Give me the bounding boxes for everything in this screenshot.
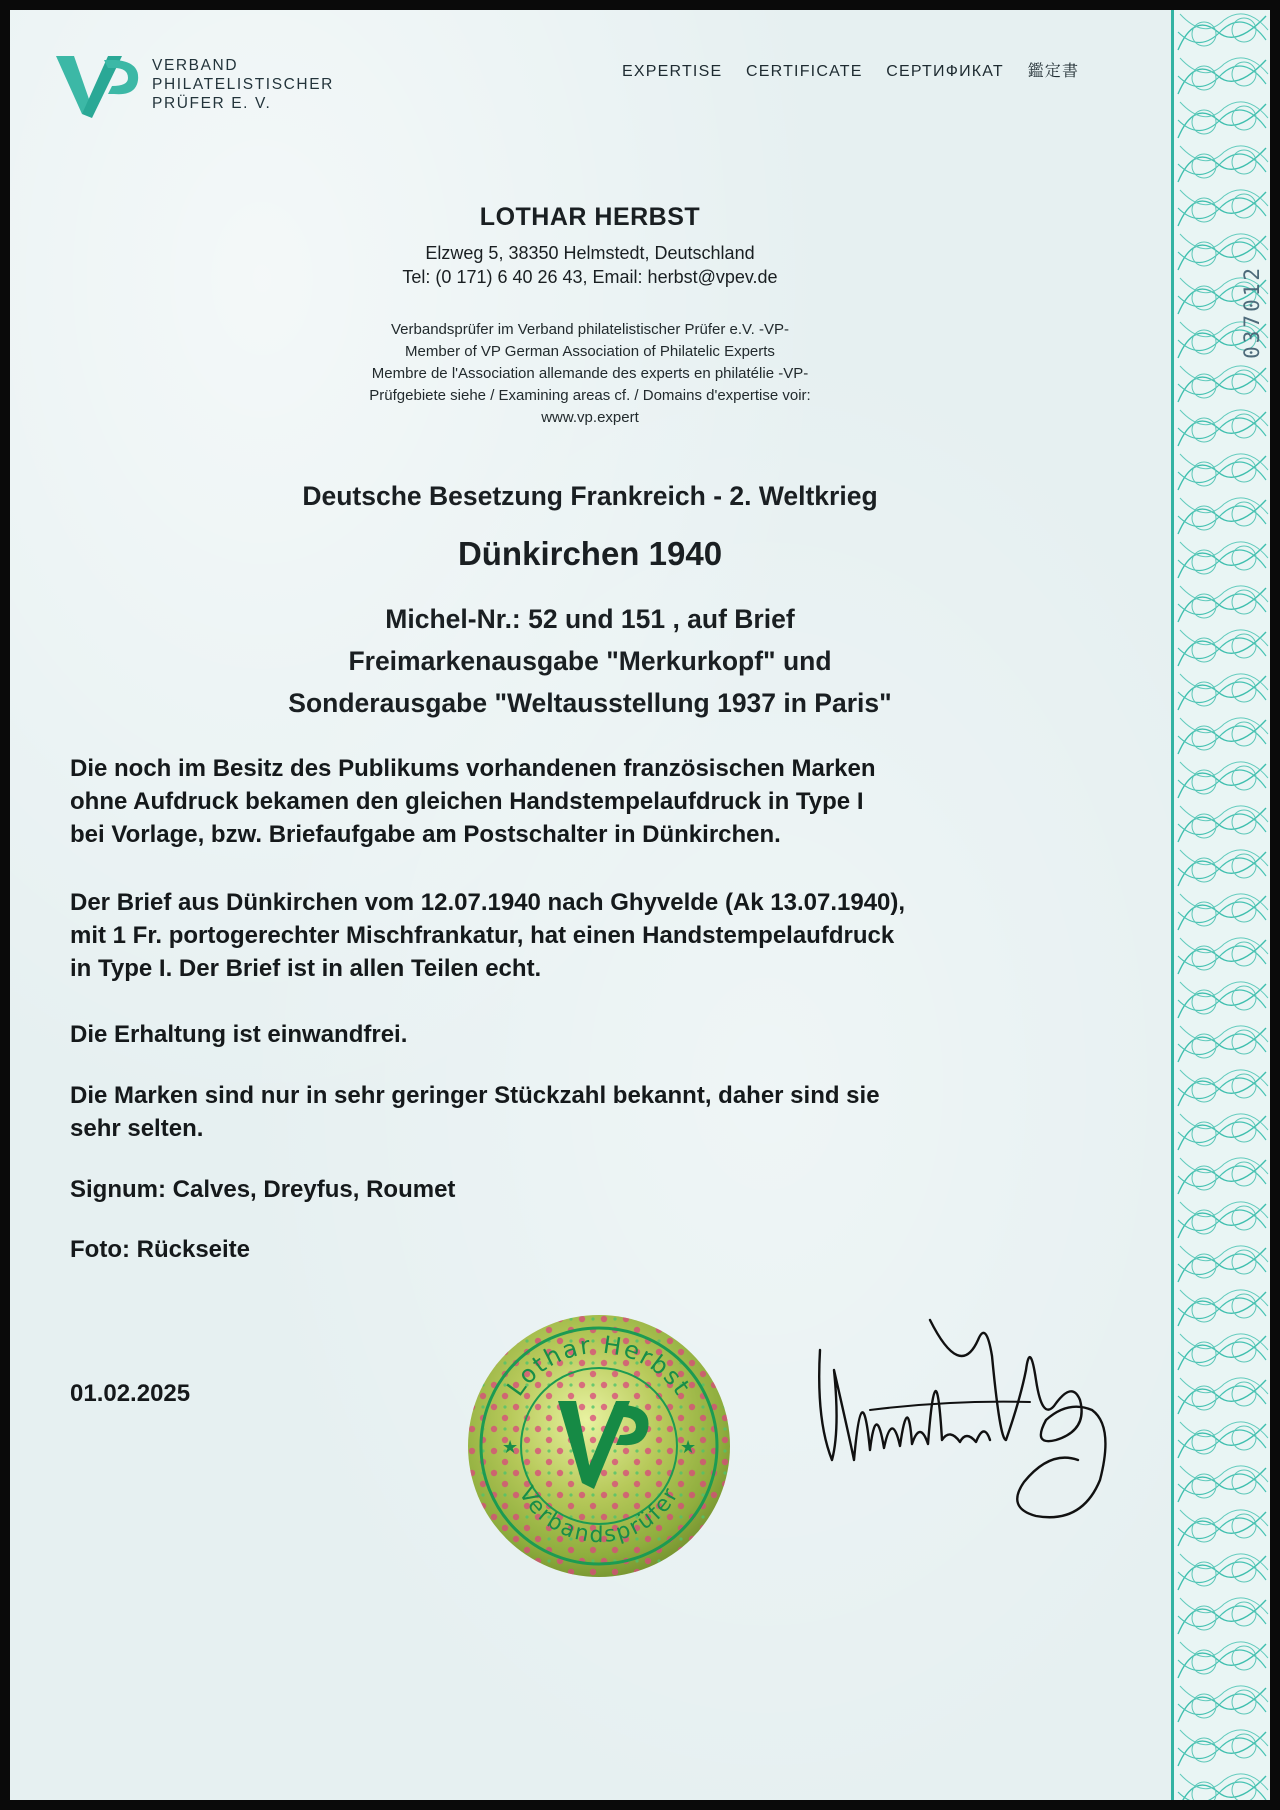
text-line: in Type I. Der Brief ist in allen Teilen echt.	[70, 955, 542, 982]
certificate-languages	[622, 58, 1097, 81]
membership-line: Prüfgebiete siehe / Examining areas cf. / Domains d'expertise voir:	[369, 387, 811, 404]
issue-detail: Sonderausgabe "Weltausstellung 1937 in Paris"	[288, 688, 892, 718]
signum-text: Signum: Calves, Dreyfus, Roumet	[70, 1176, 456, 1203]
org-line: PRÜFER E. V.	[152, 95, 272, 112]
issue-title: Dünkirchen 1940	[457, 535, 723, 572]
signum-line	[70, 1173, 1150, 1206]
text-line: Die Erhaltung ist einwandfrei.	[70, 1021, 408, 1048]
vp-logo	[52, 52, 142, 118]
membership-line: Verbandsprüfer im Verband philatelistischer Prüfer e.V. -VP-	[391, 321, 789, 338]
security-border	[1171, 10, 1270, 1800]
text-line: bei Vorlage, bzw. Briefaufgabe am Postschalter in Dünkirchen.	[70, 821, 781, 848]
cert-word-expertise: EXPERTISE	[622, 63, 723, 80]
text-line: Der Brief aus Dünkirchen vom 12.07.1940 nach Ghyvelde (Ak 13.07.1940),	[70, 889, 906, 916]
paragraph-rarity	[70, 1079, 1150, 1145]
examiner-name: LOTHAR HERBST	[479, 203, 701, 231]
examiner-signature	[810, 1310, 1120, 1540]
text-line: sehr selten.	[70, 1115, 204, 1142]
issue-detail: Freimarkenausgabe "Merkurkopf" und	[348, 646, 832, 676]
seal-star: ★	[502, 1437, 519, 1457]
organization-name	[152, 56, 334, 113]
michel-number: Michel-Nr.: 52 und 151 , auf Brief	[385, 604, 795, 634]
seal-bottom-text: Verbandsprüfer	[513, 1482, 685, 1549]
org-line: PHILATELISTISCHER	[152, 76, 334, 93]
cert-word-certificate: CERTIFICATE	[745, 63, 863, 80]
collecting-area: Deutsche Besetzung Frankreich - 2. Weltkrieg	[302, 481, 878, 511]
certificate-sheet	[10, 10, 1270, 1800]
org-line: VERBAND	[152, 57, 239, 74]
foto-line	[70, 1233, 1150, 1266]
text-line: Die Marken sind nur in sehr geringer Stückzahl bekannt, daher sind sie	[70, 1082, 880, 1109]
examiner-contact: Tel: (0 171) 6 40 26 43, Email: herbst@vpev.de	[402, 267, 778, 287]
text-line: mit 1 Fr. portogerechter Mischfrankatur, hat einen Handstempelaufdruck	[70, 922, 895, 949]
seal-top-text: Lothar Herbst	[501, 1330, 697, 1402]
paragraph-history	[70, 752, 1150, 851]
cert-word-russian: СЕРТИФИКАТ	[886, 63, 1004, 80]
paragraph-description	[70, 886, 1150, 985]
seal-star: ★	[680, 1437, 697, 1457]
date-text: 01.02.2025	[70, 1380, 191, 1407]
cert-word-japanese: 鑑定書	[1027, 63, 1080, 80]
membership-line: Member of VP German Association of Philatelic Experts	[405, 343, 775, 360]
examiner-address: Elzweg 5, 38350 Helmstedt, Deutschland	[425, 243, 755, 263]
paragraph-condition	[70, 1018, 1150, 1051]
serial-number: 037012	[1240, 265, 1264, 359]
text-line: ohne Aufdruck bekamen den gleichen Handstempelaufdruck in Type I	[70, 788, 864, 815]
membership-line: Membre de l'Association allemande des experts en philatélie -VP-	[371, 365, 809, 382]
website: www.vp.expert	[541, 409, 639, 426]
text-line: Die noch im Besitz des Publikums vorhandenen französischen Marken	[70, 755, 876, 782]
hologram-seal	[466, 1313, 732, 1579]
foto-text: Foto: Rückseite	[70, 1236, 251, 1263]
